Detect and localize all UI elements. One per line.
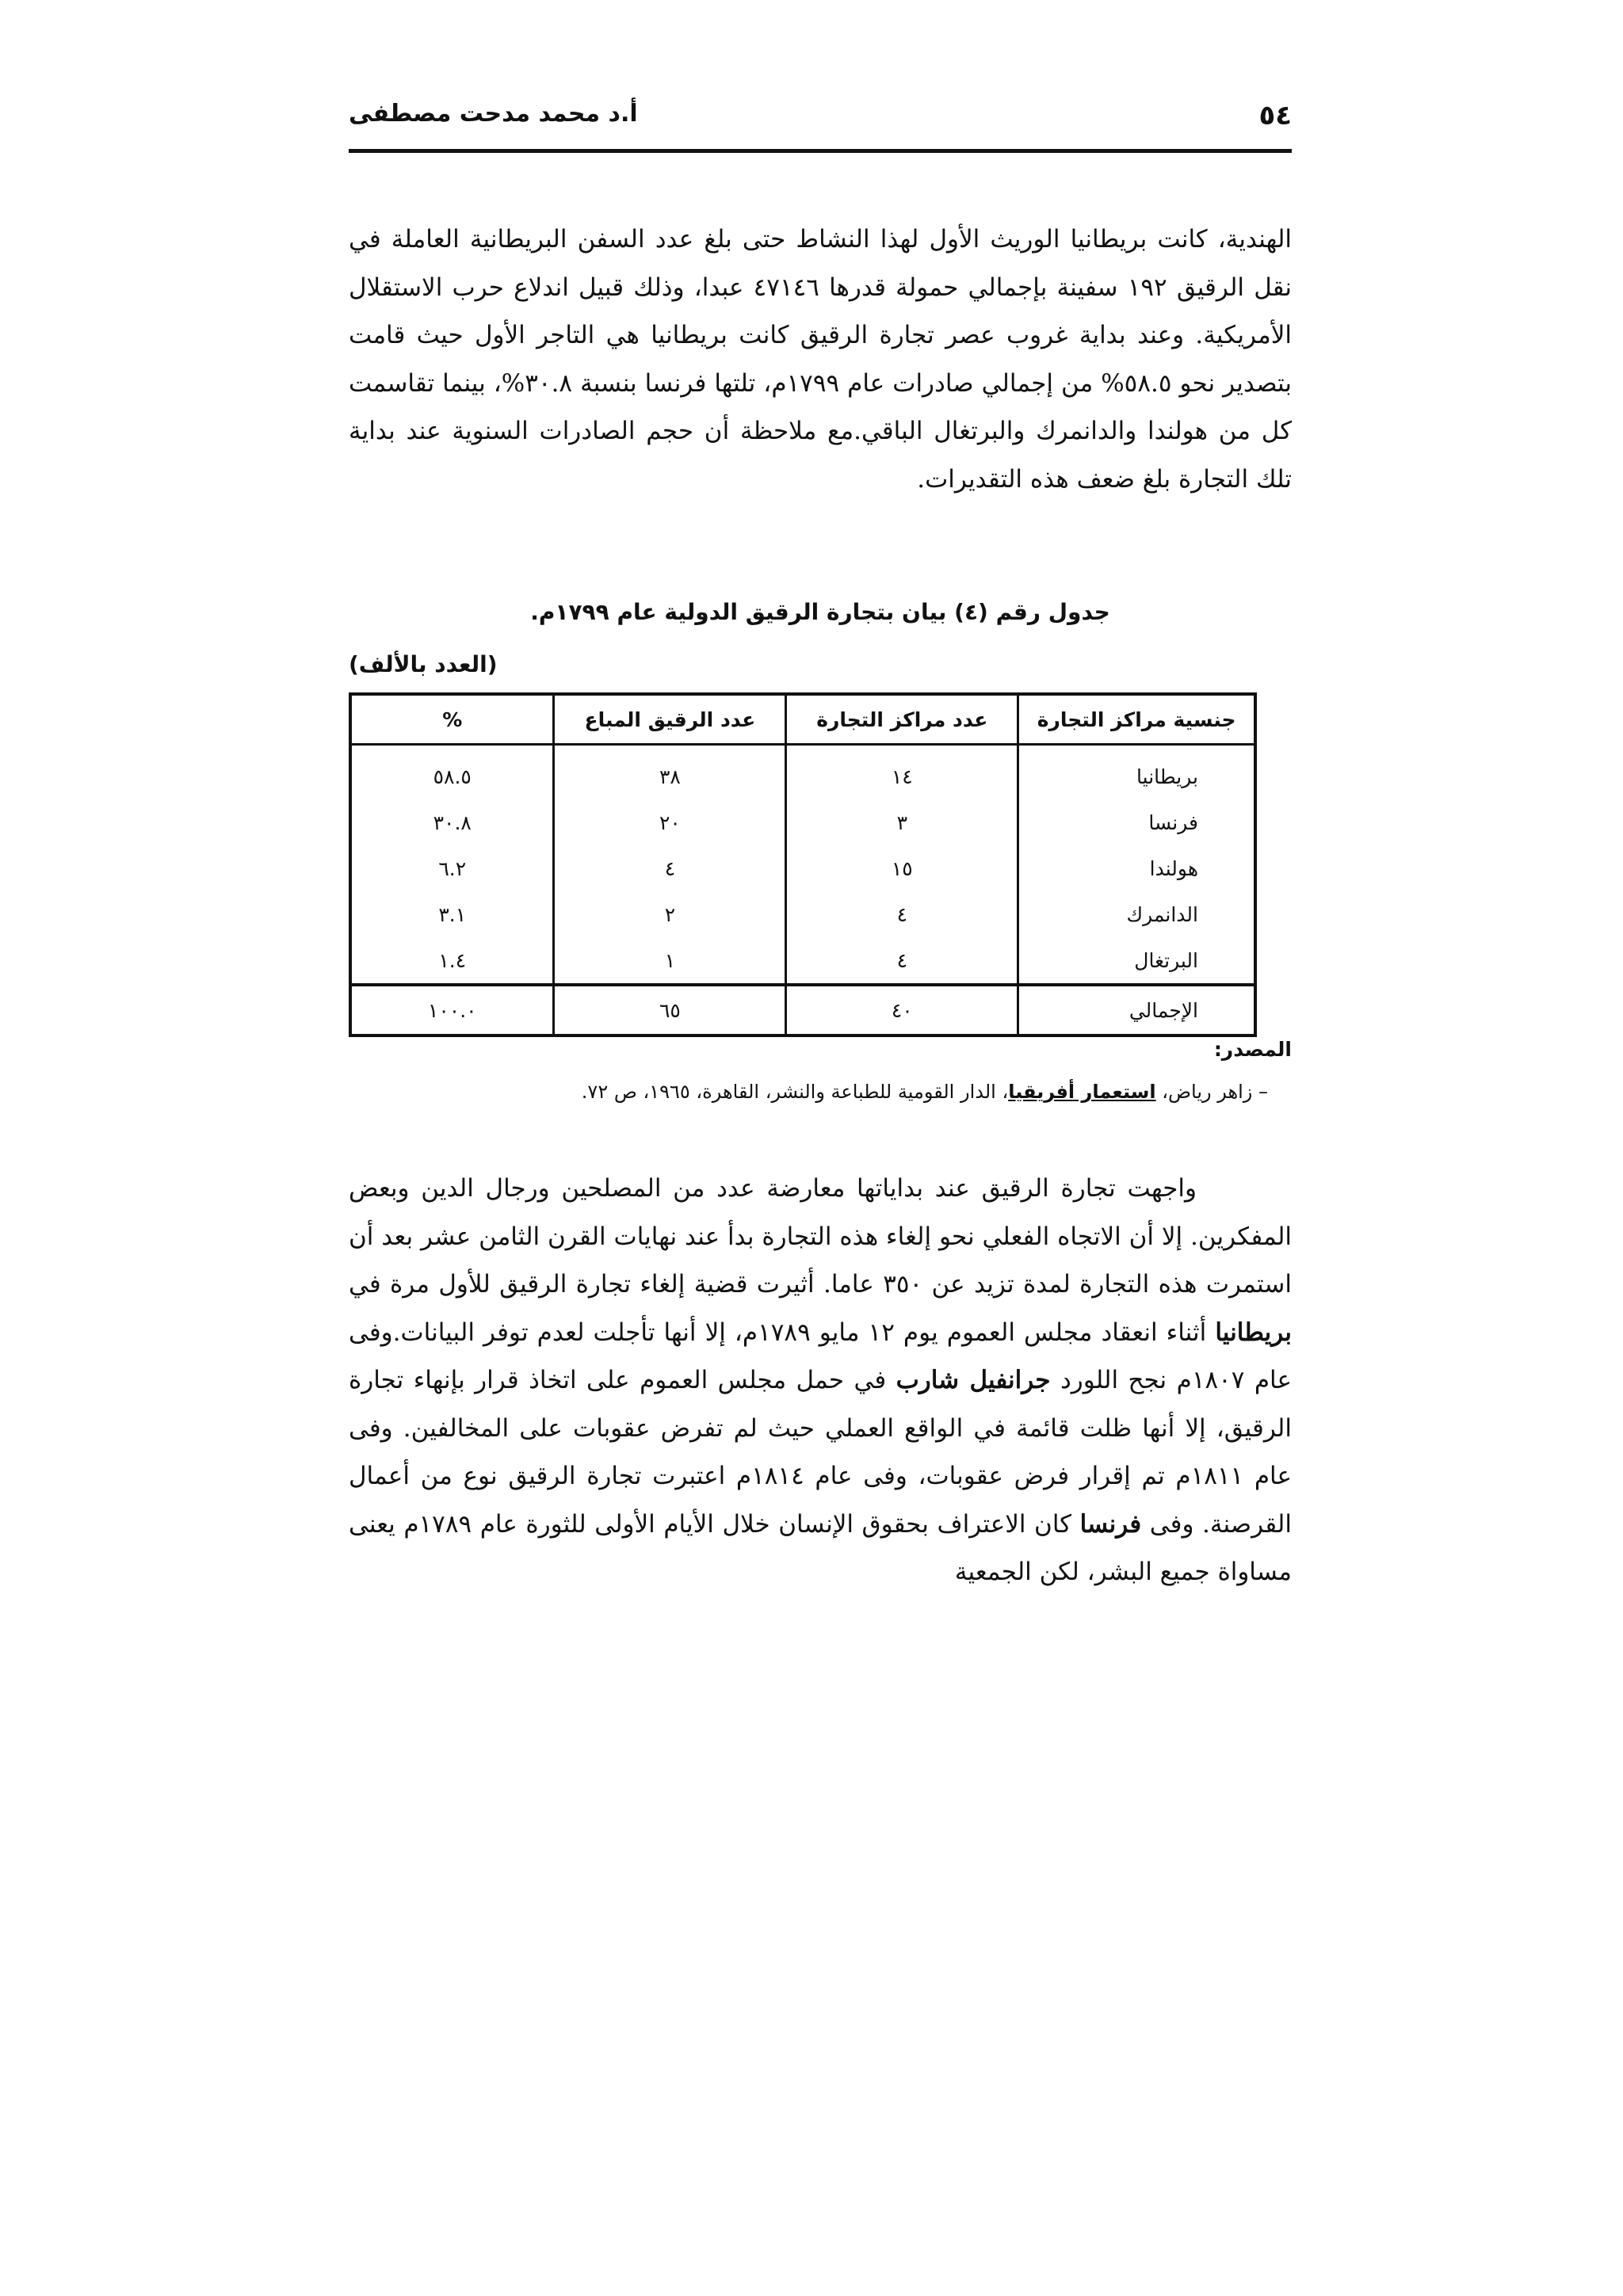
page-number: ٥٤: [1258, 100, 1292, 132]
cell-percent: ٦.٢: [350, 845, 554, 891]
paragraph-1: الهندية، كانت بريطانيا الوريث الأول لهذا النشاط حتى بلغ عدد السفن البريطانية العاملة في نقل الرقيق ١٩٢ سفينة بإجمالي حمولة قدرها ٤٧١٤٦ عبدا، وذلك قبيل اندلاع حرب الاستقلال الأمريكية. وعند بداية غروب عصر تجارة الرقيق كانت بريطانيا هي التاجر الأول حيث قامت بتصدير نحو ٥٨.٥% من إجمالي صادرات عام ١٧٩٩م، تلتها فرنسا بنسبة ٣٠.٨%، بينما تقاسمت كل من هولندا والدانمرك والبرتغال الباقي.مع ملاحظة أن حجم الصادرات السنوية عند بداية تلك التجارة بلغ ضعف هذه التقديرات.: [349, 225, 1293, 494]
table-row: [350, 745, 1255, 800]
cell-percent: ٥٨.٥: [350, 745, 554, 800]
cell-centers: ٤٠: [786, 985, 1018, 1035]
citation-prefix: – زاهر رياض،: [1155, 1081, 1268, 1103]
cell-nationality: بريطانيا: [1018, 745, 1255, 800]
cell-nationality: هولندا: [1018, 845, 1255, 891]
cell-sold: ٢٠: [554, 799, 786, 845]
table-header-row: [350, 694, 1255, 745]
source-citation: [582, 1081, 1268, 1103]
cell-nationality: الدانمرك: [1018, 891, 1255, 937]
cell-centers: ٤: [786, 891, 1018, 937]
cell-sold: ٢: [554, 891, 786, 937]
source-label: المصدر:: [1213, 1038, 1292, 1061]
cell-sold: ٣٨: [554, 745, 786, 800]
cell-sold: ١: [554, 937, 786, 985]
emphasis-granville-sharp: جرانفيل شارب: [896, 1366, 1051, 1394]
emphasis-france: فرنسا: [1079, 1509, 1142, 1539]
citation-suffix: ، الدار القومية للطباعة والنشر، القاهرة، ١٩٦٥، ص ٧٢.: [581, 1081, 1009, 1103]
cell-nationality: فرنسا: [1018, 799, 1255, 845]
cell-centers: ١٤: [786, 745, 1018, 800]
cell-sold: ٤: [554, 845, 786, 891]
cell-percent: ١.٤: [350, 937, 554, 985]
page-header: [349, 93, 1292, 153]
cell-centers: ٤: [786, 937, 1018, 985]
cell-nationality: البرتغال: [1018, 937, 1255, 985]
table-row: [350, 891, 1255, 937]
table-total-row: [350, 985, 1255, 1035]
cell-centers: ١٥: [786, 845, 1018, 891]
header-sold: عدد الرقيق المباع: [554, 694, 786, 745]
table-unit-note: (العدد بالألف): [349, 651, 498, 677]
paragraph-2-part-2: أثناء انعقاد مجلس العموم يوم ١٢ مايو ١٧٨٩م، إلا أنها تأجلت لعدم توفر البيانات.وفى عام ١٨٠٧م نجح اللورد: [349, 1318, 1292, 1394]
cell-percent: ١٠٠.٠: [350, 985, 554, 1035]
header-nationality: جنسية مراكز التجارة: [1018, 694, 1255, 745]
cell-percent: ٣.١: [350, 891, 554, 937]
slave-trade-table: [349, 692, 1257, 1037]
cell-nationality: الإجمالي: [1018, 985, 1255, 1035]
author-name: أ.د محمد مدحت مصطفى: [349, 100, 638, 128]
emphasis-britain: بريطانيا: [1215, 1318, 1292, 1347]
table-row: [350, 845, 1255, 891]
cell-sold: ٦٥: [554, 985, 786, 1035]
document-page: [349, 0, 1292, 2296]
cell-percent: ٣٠.٨: [350, 799, 554, 845]
header-percent: %: [350, 694, 554, 745]
paragraph-2-part-3: في حمل مجلس العموم على اتخاذ قرار بإنهاء تجارة الرقيق، إلا أنها ظلت قائمة في الواقع العملي حيث لم تفرض عقوبات على المخالفين. وفى عام ١٨١١م تم إقرار فرض عقوبات، وفى عام ١٨١٤م اعتبرت تجارة الرقيق نوع من أعمال القرصنة. وفى: [349, 1366, 1292, 1539]
citation-book-title: استعمار أفريقيا: [1008, 1081, 1156, 1103]
paragraph-2-part-1: واجهت تجارة الرقيق عند بداياتها معارضة عدد من المصلحين ورجال الدين وبعض المفكرين. إلا أن الاتجاه الفعلي نحو إلغاء هذه التجارة بدأ عند نهايات القرن الثامن عشر بعد أن استمرت هذه التجارة لمدة تزيد عن ٣٥٠ عاما. أثيرت قضية إلغاء تجارة الرقيق للأول مرة في: [349, 1174, 1292, 1299]
paragraph-2: [349, 1165, 1292, 1596]
table-row: [350, 937, 1255, 985]
table-caption: جدول رقم (٤) بيان بتجارة الرقيق الدولية عام ١٧٩٩م.: [530, 599, 1110, 625]
paragraph-2-part-4: كان الاعتراف بحقوق الإنسان خلال الأيام الأولى للثورة عام ١٧٨٩م يعنى مساواة جميع البشر، لكن الجمعية: [349, 1509, 1292, 1586]
table-row: [350, 799, 1255, 845]
header-centers: عدد مراكز التجارة: [786, 694, 1018, 745]
cell-centers: ٣: [786, 799, 1018, 845]
